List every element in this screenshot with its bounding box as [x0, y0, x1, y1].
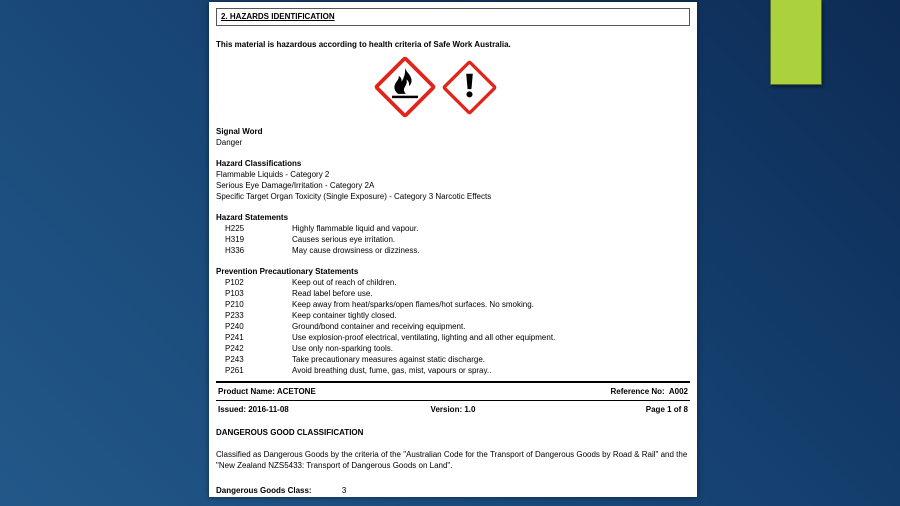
prevention-text: Take precautionary measures against static discharge. [292, 355, 485, 364]
prevention-statement-row [216, 343, 690, 354]
prevention-text: Keep container tightly closed. [292, 311, 397, 320]
prevention-code: P242 [225, 344, 244, 353]
hazard-intro-text: This material is hazardous according to health criteria of Safe Work Australia. [216, 40, 511, 49]
hazard-classification-item: Serious Eye Damage/Irritation - Category 2A [216, 181, 375, 190]
prevention-code: P261 [225, 366, 244, 375]
exclamation-icon [442, 60, 497, 115]
prevention-text: Read label before use. [292, 289, 373, 298]
product-name: Product Name: ACETONE [218, 387, 316, 396]
prevention-statement-row [216, 354, 690, 365]
hazard-classification-item: Flammable Liquids - Category 2 [216, 170, 330, 179]
footer-row-product [216, 383, 690, 400]
prevention-statement-row [216, 365, 690, 376]
hazard-code: H336 [225, 246, 245, 255]
hazard-text: May cause drowsiness or dizziness. [292, 246, 420, 255]
prevention-code: P241 [225, 333, 244, 342]
reference-number: Reference No: A002 [610, 387, 688, 396]
hazard-classification-item: Specific Target Organ Toxicity (Single Exposure) - Category 3 Narcotic Effects [216, 192, 492, 201]
prevention-statement-row [216, 321, 690, 332]
issued-date: Issued: 2016-11-08 [218, 405, 289, 414]
version: Version: 1.0 [430, 405, 476, 414]
section-header-title: 2. HAZARDS IDENTIFICATION [221, 12, 335, 21]
prevention-code: P102 [225, 278, 244, 287]
accent-bar [770, 0, 822, 85]
signal-word-label: Signal Word [216, 127, 263, 136]
hazard-text: Highly flammable liquid and vapour. [292, 224, 419, 233]
hazard-code: H319 [225, 235, 245, 244]
prevention-text: Use explosion-proof electrical, ventilating, lighting and all other equipment. [292, 333, 556, 342]
prevention-statement-row [216, 332, 690, 343]
prevention-text: Use only non-sparking tools. [292, 344, 393, 353]
prevention-code: P103 [225, 289, 244, 298]
prevention-code: P240 [225, 322, 244, 331]
prevention-statements-label: Prevention Precautionary Statements [216, 267, 359, 276]
prevention-statement-row [216, 310, 690, 321]
hazard-statements-label: Hazard Statements [216, 213, 289, 222]
hazard-statement-row [216, 234, 690, 245]
ghs-pictograms [198, 56, 672, 118]
section-header-box [216, 8, 690, 26]
prevention-statement-row [216, 299, 690, 310]
prevention-text: Ground/bond container and receiving equipment. [292, 322, 466, 331]
hazard-classifications-label: Hazard Classifications [216, 159, 302, 168]
prevention-statement-row [216, 277, 690, 288]
dg-class-line [216, 485, 690, 496]
signal-word-value: Danger [216, 138, 243, 147]
page-number: Page 1 of 8 [645, 405, 689, 414]
prevention-code: P233 [225, 311, 244, 320]
sds-document-page [209, 2, 697, 497]
prevention-text: Keep away from heat/sparks/open flames/hot surfaces. No smoking. [292, 300, 534, 309]
dg-class-label: Dangerous Goods Class: [216, 486, 312, 495]
hazard-statement-row [216, 245, 690, 256]
prevention-code: P210 [225, 300, 244, 309]
flame-icon [374, 56, 436, 118]
prevention-text: Keep out of reach of children. [292, 278, 397, 287]
hazard-code: H225 [225, 224, 245, 233]
footer-row-issue [216, 401, 690, 418]
prevention-code: P243 [225, 355, 244, 364]
dg-classification-body: Classified as Dangerous Goods by the criteria of the "Australian Code for the Transport of Dangerous Goods by Road & Rail" and the "New Zealand NZS5433: Transport of Dangerous Goods on Land". [216, 450, 688, 470]
dg-classification-heading: DANGEROUS GOOD CLASSIFICATION [216, 428, 364, 437]
hazard-statement-row [216, 223, 690, 234]
prevention-text: Avoid breathing dust, fume, gas, mist, vapours or spray.. [292, 366, 492, 375]
dg-class-value: 3 [341, 486, 347, 495]
prevention-statement-row [216, 288, 690, 299]
hazard-text: Causes serious eye irritation. [292, 235, 396, 244]
